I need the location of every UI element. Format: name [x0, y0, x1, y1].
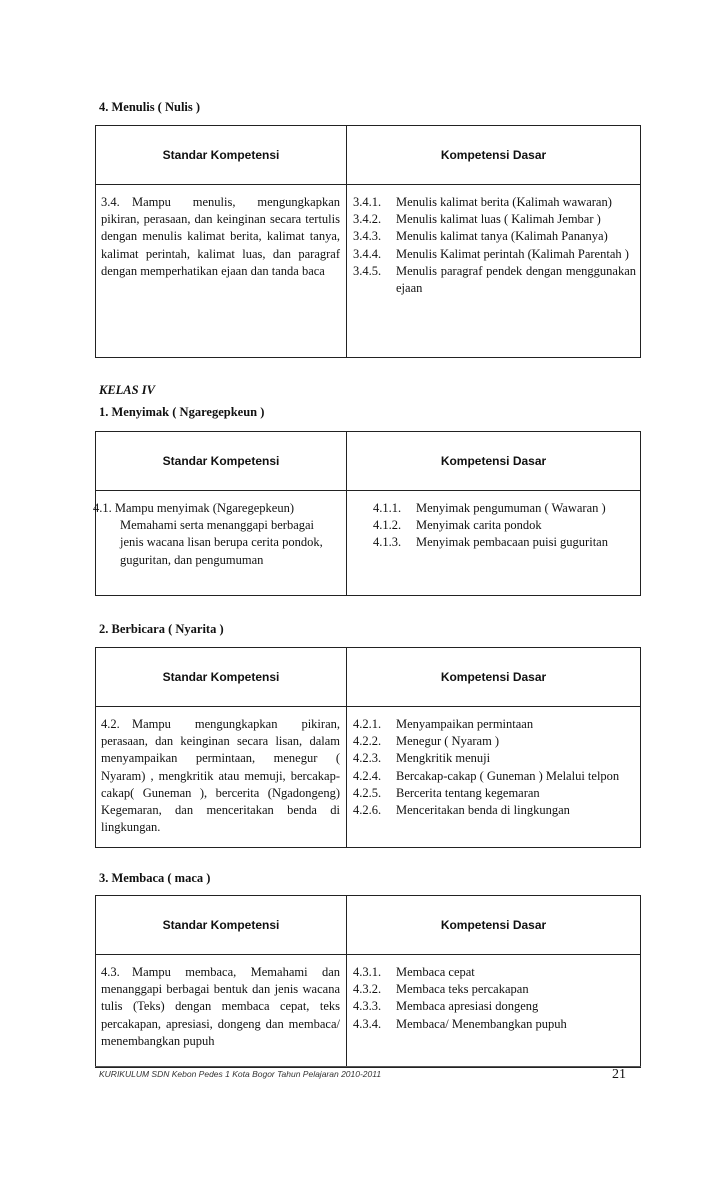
kd-item: 4.1.1. Menyimak pengumuman ( Wawaran ) — [373, 501, 606, 515]
kd-item: 3.4.4. Menulis Kalimat perintah (Kalimah Parentah ) — [353, 246, 629, 261]
kd-item: 3.4.3. Menulis kalimat tanya (Kalimah Pananya) — [353, 229, 608, 244]
table-menulis — [95, 125, 641, 358]
kd-item: 4.3.1. Membaca cepat — [353, 965, 475, 979]
standar-kompetensi-cell: 4.1. Mampu menyimak (Ngaregepkeun) Memahami serta menanggapi berbagai jenis wacana lisan berupa cerita pondok, guguritan, dan pengumuman — [93, 501, 323, 567]
header-kompetensi-dasar: Kompetensi Dasar — [347, 432, 641, 491]
standar-kompetensi-cell: 4.3. Mampu membaca, Memahami dan menanggapi berbagai bentuk dan jenis wacana tulis (Teks) dengan membaca cepat, teks percakapan, apresiasi, dongeng dan membaca/ menembangkan pupuh — [101, 965, 340, 1048]
kd-item: 4.1.2. Menyimak carita pondok — [373, 518, 542, 533]
kd-item: 4.1.3. Menyimak pembacaan puisi guguritan — [373, 535, 608, 550]
kd-item: 3.4.2. Menulis kalimat luas ( Kalimah Jembar ) — [353, 212, 601, 227]
standar-kompetensi-cell: 4.2. Mampu mengungkapkan pikiran, perasaan, dan keinginan secara lisan, dalam menyampaikan permintaan, menegur ( Nyaram) , mengkritik atau memuji, bercakap-cakap( Guneman ), bercerita (Ngadongeng) Kegemaran, dan menceritakan benda di lingkungan. — [101, 717, 340, 835]
kd-item: 4.2.1. Menyampaikan permintaan — [353, 717, 534, 731]
kd-item: 4.3.3. Membaca apresiasi dongeng — [353, 999, 539, 1014]
footer-divider — [95, 1066, 641, 1067]
kelas-label: KELAS IV — [99, 383, 155, 397]
section-heading-menyimak: 1. Menyimak ( Ngaregepkeun ) — [99, 405, 265, 419]
kd-item: 4.2.5. Bercerita tentang kegemaran — [353, 785, 540, 800]
header-standar-kompetensi: Standar Kompetensi — [96, 126, 347, 185]
standar-kompetensi-cell: 3.4. Mampu menulis, mengungkapkan pikiran, perasaan, dan keinginan secara tertulis dengan menulis kalimat berita, kalimat tanya, kalimat perintah, kalimat luas, dan paragraf dengan memperhatikan ejaan dan tanda baca — [101, 195, 340, 278]
header-standar-kompetensi: Standar Kompetensi — [96, 896, 347, 955]
header-kompetensi-dasar: Kompetensi Dasar — [347, 126, 641, 185]
table-berbicara — [95, 647, 641, 848]
table-membaca — [95, 895, 641, 1068]
kd-item: 4.2.2. Menegur ( Nyaram ) — [353, 734, 500, 749]
kd-item: 3.4.1. Menulis kalimat berita (Kalimah wawaran) — [353, 195, 612, 209]
footer-text: KURIKULUM SDN Kebon Pedes 1 Kota Bogor Tahun Pelajaran 2010-2011 — [99, 1069, 382, 1079]
page-number: 21 — [612, 1067, 626, 1082]
header-kompetensi-dasar: Kompetensi Dasar — [347, 896, 641, 955]
kd-item: 4.3.4. Membaca/ Menembangkan pupuh — [353, 1016, 567, 1031]
kd-item: 4.2.4. Bercakap-cakap ( Guneman ) Melalui telpon — [353, 768, 620, 783]
kd-item: 3.4.5. Menulis paragraf pendek dengan menggunakan ejaan — [353, 263, 636, 296]
kd-item: 4.2.6. Menceritakan benda di lingkungan — [353, 803, 570, 818]
section-heading-menulis: 4. Menulis ( Nulis ) — [99, 100, 201, 114]
header-standar-kompetensi: Standar Kompetensi — [96, 648, 347, 707]
kd-item: 4.2.3. Mengkritik menuji — [353, 751, 491, 766]
section-heading-membaca: 3. Membaca ( maca ) — [99, 871, 211, 885]
kd-item: 4.3.2. Membaca teks percakapan — [353, 982, 529, 997]
section-heading-berbicara: 2. Berbicara ( Nyarita ) — [99, 622, 224, 636]
table-menyimak — [95, 431, 641, 596]
header-standar-kompetensi: Standar Kompetensi — [96, 432, 347, 491]
header-kompetensi-dasar: Kompetensi Dasar — [347, 648, 641, 707]
